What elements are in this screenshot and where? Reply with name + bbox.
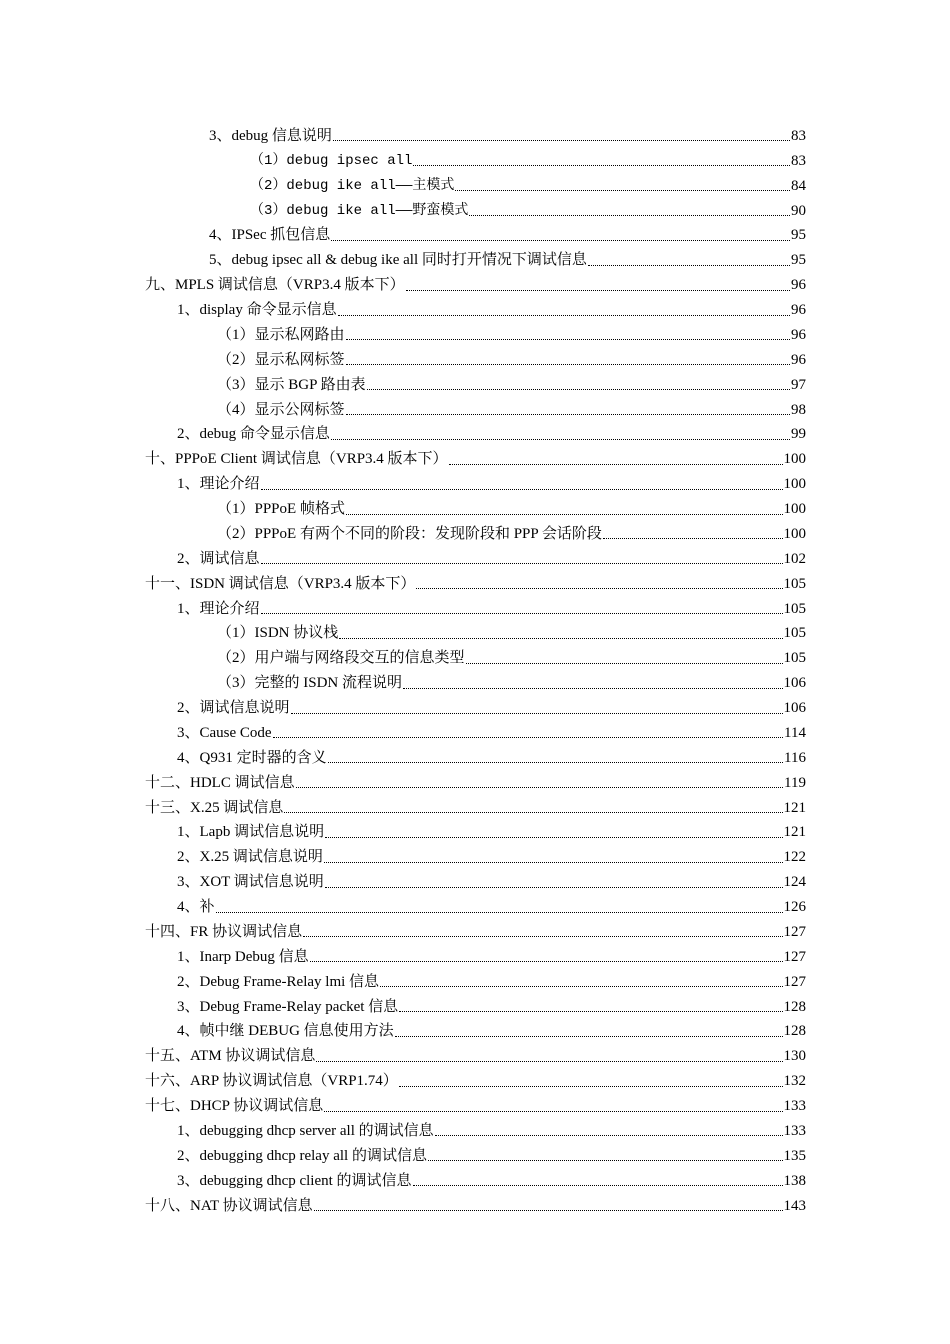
toc-entry[interactable]	[0, 920, 950, 945]
toc-entry-title: 4、Q931 定时器的含义	[177, 749, 327, 766]
toc-entry-page-number: 143	[783, 1197, 806, 1214]
toc-entry[interactable]	[0, 1044, 950, 1069]
dot-leader	[314, 1209, 783, 1211]
toc-entry-page-number: 126	[783, 899, 806, 916]
toc-entry-title: 十八、NAT 协议调试信息	[145, 1197, 313, 1214]
toc-entry-title: （4）显示公网标签	[217, 401, 345, 418]
toc-entry-title: （1）debug ipsec all	[250, 153, 413, 170]
dot-leader	[316, 1060, 782, 1062]
toc-entry[interactable]	[0, 622, 950, 647]
toc-entry-title: 4、补	[177, 899, 215, 916]
toc-entry[interactable]	[0, 895, 950, 920]
dot-leader	[413, 164, 790, 166]
toc-entry-page-number: 127	[783, 973, 806, 990]
toc-entry-page-number: 119	[784, 774, 806, 791]
toc-entry-title: 3、debugging dhcp client 的调试信息	[177, 1172, 412, 1189]
toc-entry-title: 5、debug ipsec all & debug ike all 同时打开情况下调试信息	[209, 252, 587, 269]
toc-entry[interactable]	[0, 970, 950, 995]
toc-entry-title: 3、Debug Frame-Relay packet 信息	[177, 998, 399, 1015]
toc-entry-page-number: 100	[783, 525, 806, 542]
toc-entry-page-number: 99	[791, 426, 806, 443]
toc-entry-page-number: 100	[783, 476, 806, 493]
toc-entry-title: （2）debug ike all——主模式	[250, 178, 455, 195]
toc-entry-title: 1、display 命令显示信息	[177, 302, 337, 319]
dot-leader	[303, 935, 782, 937]
toc-entry[interactable]	[0, 771, 950, 796]
dot-leader	[466, 662, 783, 664]
toc-entry-page-number: 105	[783, 600, 806, 617]
toc-entry-title: （2）显示私网标签	[217, 351, 345, 368]
toc-entry[interactable]	[0, 1194, 950, 1219]
toc-entry-page-number: 95	[791, 252, 806, 269]
toc-entry-title: 2、调试信息	[177, 550, 260, 567]
toc-entry[interactable]	[0, 796, 950, 821]
toc-entry-page-number: 127	[783, 923, 806, 940]
toc-entry-title: 1、理论介绍	[177, 476, 260, 493]
toc-entry-page-number: 90	[791, 202, 806, 219]
dot-leader	[346, 513, 783, 515]
toc-entry[interactable]	[0, 1144, 950, 1169]
dot-leader	[328, 761, 783, 763]
toc-entry-page-number: 102	[783, 550, 806, 567]
toc-entry[interactable]	[0, 149, 950, 174]
toc-entry[interactable]	[0, 1069, 950, 1094]
toc-entry-page-number: 138	[783, 1172, 806, 1189]
toc-entry-page-number: 105	[783, 575, 806, 592]
toc-entry[interactable]	[0, 572, 950, 597]
dot-leader	[324, 861, 783, 863]
toc-entry-title: 2、Debug Frame-Relay lmi 信息	[177, 973, 380, 990]
toc-entry[interactable]	[0, 248, 950, 273]
toc-entry-page-number: 95	[791, 227, 806, 244]
toc-entry[interactable]	[0, 398, 950, 423]
dot-leader	[455, 189, 790, 191]
toc-entry[interactable]	[0, 174, 950, 199]
dot-leader	[367, 388, 790, 390]
toc-entry-page-number: 83	[791, 152, 806, 169]
toc-entry-page-number: 128	[783, 1023, 806, 1040]
toc-entry-title: 十七、DHCP 协议调试信息	[145, 1098, 324, 1115]
dot-leader	[380, 985, 782, 987]
toc-entry-title: 十四、FR 协议调试信息	[145, 923, 303, 940]
toc-entry[interactable]	[0, 199, 950, 224]
toc-entry[interactable]	[0, 945, 950, 970]
toc-entry[interactable]	[0, 845, 950, 870]
toc-entry-title: （3）完整的 ISDN 流程说明	[217, 675, 403, 692]
dot-leader	[261, 562, 783, 564]
toc-entry[interactable]	[0, 995, 950, 1020]
dot-leader	[325, 886, 783, 888]
toc-entry-title: （1）显示私网路由	[217, 326, 345, 343]
dot-leader	[325, 836, 782, 838]
toc-entry-page-number: 98	[791, 401, 806, 418]
toc-entry-page-number: 83	[791, 127, 806, 144]
toc-entry-page-number: 121	[783, 824, 806, 841]
toc-entry-page-number: 96	[791, 326, 806, 343]
toc-entry-title: 3、XOT 调试信息说明	[177, 874, 324, 891]
dot-leader	[399, 1010, 782, 1012]
dot-leader	[603, 537, 783, 539]
toc-entry-title: 2、X.25 调试信息说明	[177, 849, 323, 866]
toc-entry[interactable]	[0, 547, 950, 572]
table-of-contents	[0, 124, 950, 1219]
toc-entry-title: 十一、ISDN 调试信息（VRP3.4 版本下）	[145, 575, 416, 592]
toc-entry-page-number: 130	[783, 1048, 806, 1065]
dot-leader	[588, 264, 790, 266]
toc-entry-title: 十三、X.25 调试信息	[145, 799, 284, 816]
toc-entry-title: 2、debug 命令显示信息	[177, 426, 330, 443]
toc-entry-title: 3、debug 信息说明	[209, 127, 332, 144]
toc-entry-page-number: 100	[783, 501, 806, 518]
dot-leader	[296, 786, 783, 788]
toc-entry-page-number: 122	[783, 849, 806, 866]
dot-leader	[261, 612, 783, 614]
dot-leader	[399, 1085, 783, 1087]
toc-entry-page-number: 133	[783, 1122, 806, 1139]
dot-leader	[273, 736, 783, 738]
toc-entry-page-number: 96	[791, 277, 806, 294]
toc-entry[interactable]	[0, 124, 950, 149]
toc-entry-title: （2）PPPoE 有两个不同的阶段：发现阶段和 PPP 会话阶段	[217, 525, 602, 542]
dot-leader	[406, 289, 790, 291]
dot-leader	[324, 1110, 782, 1112]
toc-entry[interactable]	[0, 821, 950, 846]
toc-entry[interactable]	[0, 1169, 950, 1194]
toc-entry-page-number: 105	[783, 625, 806, 642]
dot-leader	[428, 1159, 783, 1161]
dot-leader	[346, 363, 790, 365]
dot-leader	[331, 239, 790, 241]
dot-leader	[413, 1184, 783, 1186]
toc-entry-title: （2）用户端与网络段交互的信息类型	[217, 650, 465, 667]
dot-leader	[435, 1134, 783, 1136]
toc-entry-title: 十二、HDLC 调试信息	[145, 774, 295, 791]
toc-entry-title: 4、帧中继 DEBUG 信息使用方法	[177, 1023, 394, 1040]
toc-entry-title: 4、IPSec 抓包信息	[209, 227, 331, 244]
toc-entry[interactable]	[0, 522, 950, 547]
toc-entry-page-number: 97	[791, 376, 806, 393]
toc-entry-title: （3）debug ike all——野蛮模式	[250, 203, 469, 220]
toc-entry-title: 2、debugging dhcp relay all 的调试信息	[177, 1147, 427, 1164]
dot-leader	[331, 438, 790, 440]
toc-entry-page-number: 121	[783, 799, 806, 816]
toc-entry[interactable]	[0, 497, 950, 522]
toc-entry[interactable]	[0, 696, 950, 721]
toc-entry[interactable]	[0, 746, 950, 771]
toc-entry[interactable]	[0, 273, 950, 298]
dot-leader	[291, 712, 783, 714]
toc-entry-page-number: 132	[783, 1073, 806, 1090]
dot-leader	[395, 1035, 783, 1037]
dot-leader	[469, 214, 790, 216]
toc-entry-page-number: 128	[783, 998, 806, 1015]
toc-entry[interactable]	[0, 1119, 950, 1144]
toc-entry[interactable]	[0, 323, 950, 348]
toc-entry-page-number: 124	[783, 874, 806, 891]
toc-entry[interactable]	[0, 373, 950, 398]
toc-entry-page-number: 84	[791, 177, 806, 194]
dot-leader	[310, 960, 783, 962]
toc-entry-title: 九、MPLS 调试信息（VRP3.4 版本下）	[145, 277, 405, 294]
dot-leader	[284, 811, 782, 813]
toc-entry-page-number: 127	[783, 948, 806, 965]
toc-entry-page-number: 96	[791, 302, 806, 319]
dot-leader	[216, 911, 783, 913]
toc-entry[interactable]	[0, 472, 950, 497]
toc-entry[interactable]	[0, 597, 950, 622]
toc-entry-page-number: 106	[783, 700, 806, 717]
dot-leader	[416, 587, 782, 589]
toc-entry-title: 3、Cause Code	[177, 724, 272, 741]
toc-entry-title: 1、Inarp Debug 信息	[177, 948, 309, 965]
dot-leader	[346, 338, 790, 340]
toc-entry-page-number: 100	[783, 451, 806, 468]
dot-leader	[261, 488, 783, 490]
toc-entry[interactable]	[0, 646, 950, 671]
toc-entry-title: 1、debugging dhcp server all 的调试信息	[177, 1122, 434, 1139]
toc-entry-title: 1、Lapb 调试信息说明	[177, 824, 325, 841]
toc-entry-page-number: 133	[783, 1098, 806, 1115]
toc-entry[interactable]	[0, 447, 950, 472]
toc-entry-title: （3）显示 BGP 路由表	[217, 376, 366, 393]
toc-entry[interactable]	[0, 298, 950, 323]
toc-entry[interactable]	[0, 224, 950, 249]
dot-leader	[403, 687, 782, 689]
toc-entry-page-number: 114	[784, 724, 806, 741]
dot-leader	[338, 314, 790, 316]
dot-leader	[346, 413, 790, 415]
toc-entry-page-number: 135	[783, 1147, 806, 1164]
toc-entry-title: 2、调试信息说明	[177, 700, 290, 717]
toc-entry-page-number: 105	[783, 650, 806, 667]
toc-entry[interactable]	[0, 348, 950, 373]
toc-entry-title: 十六、ARP 协议调试信息（VRP1.74）	[145, 1073, 398, 1090]
toc-entry[interactable]	[0, 721, 950, 746]
toc-entry-title: （1）ISDN 协议栈	[217, 625, 339, 642]
toc-entry-page-number: 106	[783, 675, 806, 692]
toc-entry-page-number: 116	[784, 749, 806, 766]
toc-entry[interactable]	[0, 870, 950, 895]
toc-entry-title: （1）PPPoE 帧格式	[217, 501, 345, 518]
toc-entry-page-number: 96	[791, 351, 806, 368]
toc-entry-title: 十、PPPoE Client 调试信息（VRP3.4 版本下）	[145, 451, 448, 468]
dot-leader	[333, 139, 790, 141]
dot-leader	[449, 463, 783, 465]
dot-leader	[339, 637, 782, 639]
toc-entry-title: 十五、ATM 协议调试信息	[145, 1048, 316, 1065]
toc-entry[interactable]	[0, 671, 950, 696]
toc-entry[interactable]	[0, 1020, 950, 1045]
toc-entry[interactable]	[0, 1094, 950, 1119]
toc-entry-title: 1、理论介绍	[177, 600, 260, 617]
toc-entry[interactable]	[0, 423, 950, 448]
